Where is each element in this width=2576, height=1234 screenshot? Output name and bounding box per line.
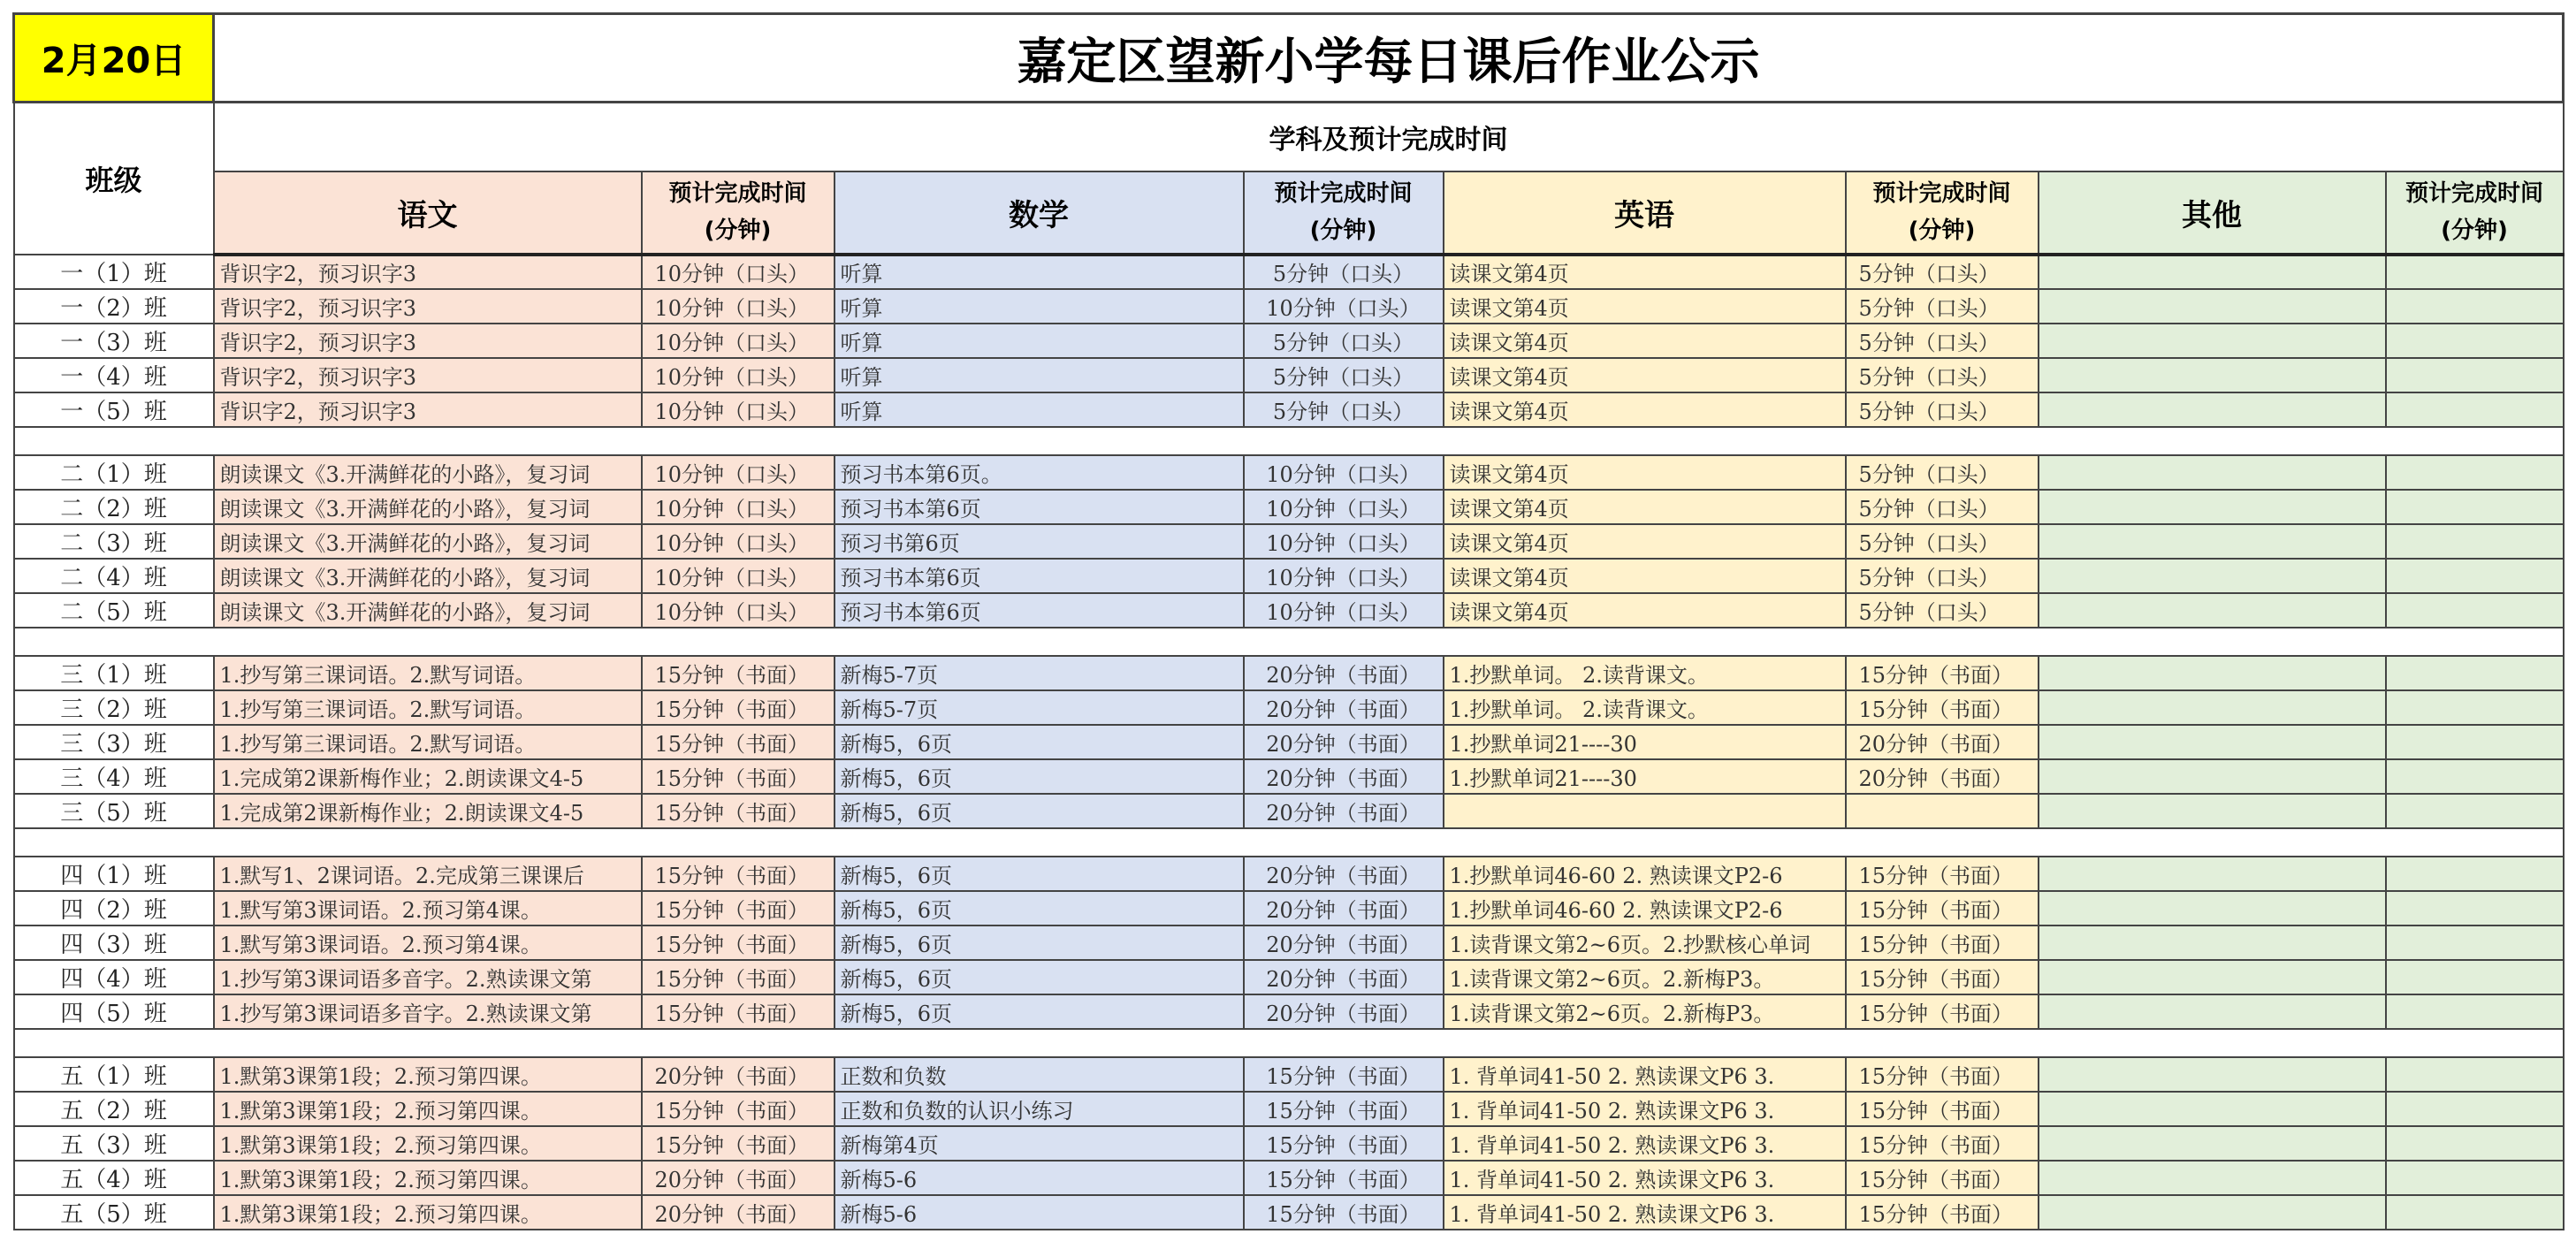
grade-spacer-row <box>14 1029 2564 1057</box>
time-header-line1: 预计完成时间 <box>1872 180 2011 207</box>
english-time-cell[interactable]: 15分钟（书面） <box>1846 1126 2039 1161</box>
time-header-line2: (分钟) <box>704 217 772 244</box>
chinese-time-cell[interactable]: 20分钟（书面） <box>642 1195 835 1230</box>
other-header[interactable]: 其他 <box>2039 171 2386 255</box>
english-time-cell[interactable]: 15分钟（书面） <box>1846 960 2039 994</box>
english-time-cell[interactable]: 15分钟（书面） <box>1846 857 2039 891</box>
other-time-cell[interactable] <box>2386 891 2564 926</box>
math-time-cell[interactable]: 10分钟（口头） <box>1244 593 1444 628</box>
math-homework-cell[interactable]: 预习书第6页 <box>835 524 1244 559</box>
other-homework-cell[interactable] <box>2039 455 2386 490</box>
english-homework-cell[interactable]: 读课文第4页 <box>1444 593 1846 628</box>
math-homework-cell[interactable]: 新梅5-6 <box>835 1195 1244 1230</box>
class-cell[interactable]: 五（4）班 <box>14 1161 214 1195</box>
chinese-homework-cell[interactable]: 背识字2，预习识字3 <box>214 255 642 289</box>
english-time-cell[interactable] <box>1846 794 2039 828</box>
chinese-time-cell[interactable]: 10分钟（口头） <box>642 289 835 324</box>
spacer-cell <box>14 1029 2564 1057</box>
other-time-cell[interactable] <box>2386 926 2564 960</box>
chinese-time-cell[interactable]: 15分钟（书面） <box>642 1092 835 1126</box>
table-row <box>14 490 2564 524</box>
other-homework-cell[interactable] <box>2039 725 2386 759</box>
chinese-time-cell[interactable]: 10分钟（口头） <box>642 358 835 392</box>
chinese-time-cell[interactable]: 15分钟（书面） <box>642 960 835 994</box>
english-homework-cell[interactable]: 1.抄默单词。 2.读背课文。 <box>1444 656 1846 690</box>
class-cell[interactable]: 五（2）班 <box>14 1092 214 1126</box>
other-homework-cell[interactable] <box>2039 559 2386 593</box>
other-time-cell[interactable] <box>2386 994 2564 1029</box>
math-homework-cell[interactable]: 新梅5-7页 <box>835 690 1244 725</box>
other-time-cell[interactable] <box>2386 490 2564 524</box>
math-homework-cell[interactable]: 听算 <box>835 289 1244 324</box>
chinese-homework-cell[interactable]: 1.默第3课第1段；2.预习第四课。 <box>214 1161 642 1195</box>
other-homework-cell[interactable] <box>2039 1161 2386 1195</box>
table-row <box>14 559 2564 593</box>
english-homework-cell[interactable]: 1.抄默单词。 2.读背课文。 <box>1444 690 1846 725</box>
english-time-header[interactable] <box>1846 171 2039 255</box>
class-cell[interactable]: 二（2）班 <box>14 490 214 524</box>
class-cell[interactable]: 二（5）班 <box>14 593 214 628</box>
other-homework-cell[interactable] <box>2039 524 2386 559</box>
other-time-cell[interactable] <box>2386 690 2564 725</box>
table-row <box>14 725 2564 759</box>
other-time-cell[interactable] <box>2386 794 2564 828</box>
chinese-homework-cell[interactable]: 1.默第3课第1段；2.预习第四课。 <box>214 1195 642 1230</box>
chinese-homework-cell[interactable]: 1.抄写第3课词语多音字。2.熟读课文第 <box>214 994 642 1029</box>
class-column-header[interactable]: 班级 <box>14 103 214 255</box>
english-homework-cell[interactable]: 读课文第4页 <box>1444 358 1846 392</box>
chinese-time-cell[interactable]: 15分钟（书面） <box>642 690 835 725</box>
math-homework-cell[interactable]: 正数和负数的认识小练习 <box>835 1092 1244 1126</box>
other-time-cell[interactable] <box>2386 559 2564 593</box>
chinese-homework-cell[interactable]: 1.默写第3课词语。2.预习第4课。 <box>214 926 642 960</box>
english-time-cell[interactable]: 15分钟（书面） <box>1846 1161 2039 1195</box>
math-time-cell[interactable]: 5分钟（口头） <box>1244 392 1444 427</box>
chinese-time-cell[interactable]: 15分钟（书面） <box>642 857 835 891</box>
english-homework-cell[interactable]: 1.读背课文第2~6页。2.抄默核心单词 <box>1444 926 1846 960</box>
math-homework-cell[interactable]: 正数和负数 <box>835 1057 1244 1092</box>
math-time-cell[interactable]: 5分钟（口头） <box>1244 358 1444 392</box>
table-row <box>14 926 2564 960</box>
class-cell[interactable]: 三（3）班 <box>14 725 214 759</box>
math-time-cell[interactable]: 20分钟（书面） <box>1244 656 1444 690</box>
other-homework-cell[interactable] <box>2039 255 2386 289</box>
other-time-cell[interactable] <box>2386 358 2564 392</box>
chinese-time-cell[interactable]: 10分钟（口头） <box>642 255 835 289</box>
other-homework-cell[interactable] <box>2039 392 2386 427</box>
table-row <box>14 455 2564 490</box>
math-time-cell[interactable]: 10分钟（口头） <box>1244 559 1444 593</box>
class-cell[interactable]: 一（4）班 <box>14 358 214 392</box>
math-homework-cell[interactable]: 预习书本第6页。 <box>835 455 1244 490</box>
math-homework-cell[interactable]: 听算 <box>835 324 1244 358</box>
english-time-cell[interactable]: 5分钟（口头） <box>1846 358 2039 392</box>
chinese-homework-cell[interactable]: 背识字2，预习识字3 <box>214 392 642 427</box>
math-homework-cell[interactable]: 预习书本第6页 <box>835 559 1244 593</box>
english-time-cell[interactable]: 15分钟（书面） <box>1846 1195 2039 1230</box>
math-homework-cell[interactable]: 新梅5，6页 <box>835 926 1244 960</box>
math-time-cell[interactable]: 20分钟（书面） <box>1244 690 1444 725</box>
grade-spacer-row <box>14 828 2564 857</box>
other-homework-cell[interactable] <box>2039 1057 2386 1092</box>
math-time-cell[interactable]: 20分钟（书面） <box>1244 926 1444 960</box>
english-homework-cell[interactable]: 1.抄默单词46-60 2. 熟读课文P2-6 <box>1444 857 1846 891</box>
chinese-homework-cell[interactable]: 1.默写第3课词语。2.预习第4课。 <box>214 891 642 926</box>
chinese-header[interactable]: 语文 <box>214 171 642 255</box>
chinese-homework-cell[interactable]: 1.抄写第三课词语。2.默写词语。 <box>214 725 642 759</box>
chinese-homework-cell[interactable]: 1.抄写第3课词语多音字。2.熟读课文第 <box>214 960 642 994</box>
chinese-time-cell[interactable]: 15分钟（书面） <box>642 794 835 828</box>
class-cell[interactable]: 三（1）班 <box>14 656 214 690</box>
other-time-cell[interactable] <box>2386 1195 2564 1230</box>
grade-spacer-row <box>14 427 2564 455</box>
other-homework-cell[interactable] <box>2039 994 2386 1029</box>
math-homework-cell[interactable]: 新梅5，6页 <box>835 725 1244 759</box>
english-time-cell[interactable]: 5分钟（口头） <box>1846 324 2039 358</box>
other-time-cell[interactable] <box>2386 289 2564 324</box>
chinese-homework-cell[interactable]: 1.默第3课第1段；2.预习第四课。 <box>214 1057 642 1092</box>
chinese-time-cell[interactable]: 20分钟（书面） <box>642 1161 835 1195</box>
chinese-homework-cell[interactable]: 朗读课文《3.开满鲜花的小路》，复习词 <box>214 559 642 593</box>
class-cell[interactable]: 三（5）班 <box>14 794 214 828</box>
math-homework-cell[interactable]: 新梅5-6 <box>835 1161 1244 1195</box>
math-time-cell[interactable]: 15分钟（书面） <box>1244 1092 1444 1126</box>
other-time-cell[interactable] <box>2386 455 2564 490</box>
page-title[interactable]: 嘉定区望新小学每日课后作业公示 <box>214 14 2564 103</box>
math-time-cell[interactable]: 20分钟（书面） <box>1244 794 1444 828</box>
english-homework-cell[interactable]: 1. 背单词41-50 2. 熟读课文P6 3. <box>1444 1092 1846 1126</box>
english-homework-cell[interactable]: 1.读背课文第2~6页。2.新梅P3。 <box>1444 960 1846 994</box>
other-homework-cell[interactable] <box>2039 1126 2386 1161</box>
math-time-cell[interactable]: 10分钟（口头） <box>1244 455 1444 490</box>
math-time-header[interactable] <box>1244 171 1444 255</box>
other-homework-cell[interactable] <box>2039 656 2386 690</box>
chinese-time-cell[interactable]: 15分钟（书面） <box>642 759 835 794</box>
math-time-cell[interactable]: 20分钟（书面） <box>1244 857 1444 891</box>
class-cell[interactable]: 一（5）班 <box>14 392 214 427</box>
time-header-line1: 预计完成时间 <box>2405 180 2543 207</box>
math-time-cell[interactable]: 10分钟（口头） <box>1244 289 1444 324</box>
spacer-cell <box>14 828 2564 857</box>
class-cell[interactable]: 二（3）班 <box>14 524 214 559</box>
other-homework-cell[interactable] <box>2039 794 2386 828</box>
other-homework-cell[interactable] <box>2039 1195 2386 1230</box>
table-row <box>14 593 2564 628</box>
other-homework-cell[interactable] <box>2039 324 2386 358</box>
math-homework-cell[interactable]: 听算 <box>835 392 1244 427</box>
math-homework-cell[interactable]: 预习书本第6页 <box>835 593 1244 628</box>
english-homework-cell[interactable]: 1. 背单词41-50 2. 熟读课文P6 3. <box>1444 1126 1846 1161</box>
chinese-homework-cell[interactable]: 1.抄写第三课词语。2.默写词语。 <box>214 690 642 725</box>
chinese-homework-cell[interactable]: 背识字2，预习识字3 <box>214 289 642 324</box>
other-time-cell[interactable] <box>2386 255 2564 289</box>
english-homework-cell[interactable]: 读课文第4页 <box>1444 455 1846 490</box>
class-cell[interactable]: 一（2）班 <box>14 289 214 324</box>
table-row <box>14 524 2564 559</box>
chinese-time-header[interactable] <box>642 171 835 255</box>
english-time-cell[interactable]: 15分钟（书面） <box>1846 690 2039 725</box>
class-cell[interactable]: 四（1）班 <box>14 857 214 891</box>
homework-table <box>12 12 2565 1230</box>
math-homework-cell[interactable]: 听算 <box>835 255 1244 289</box>
math-homework-cell[interactable]: 听算 <box>835 358 1244 392</box>
math-header[interactable]: 数学 <box>835 171 1244 255</box>
spacer-cell <box>14 427 2564 455</box>
chinese-homework-cell[interactable]: 1.完成第2课新梅作业；2.朗读课文4-5 <box>214 759 642 794</box>
time-header-line2: (分钟) <box>1309 217 1377 244</box>
chinese-time-cell[interactable]: 15分钟（书面） <box>642 891 835 926</box>
english-homework-cell[interactable]: 1.读背课文第2~6页。2.新梅P3。 <box>1444 994 1846 1029</box>
english-homework-cell[interactable]: 读课文第4页 <box>1444 255 1846 289</box>
other-time-cell[interactable] <box>2386 960 2564 994</box>
english-time-cell[interactable]: 15分钟（书面） <box>1846 656 2039 690</box>
class-cell[interactable]: 一（1）班 <box>14 255 214 289</box>
math-homework-cell[interactable]: 预习书本第6页 <box>835 490 1244 524</box>
other-homework-cell[interactable] <box>2039 690 2386 725</box>
class-cell[interactable]: 四（4）班 <box>14 960 214 994</box>
math-time-cell[interactable]: 20分钟（书面） <box>1244 960 1444 994</box>
math-time-cell[interactable]: 10分钟（口头） <box>1244 524 1444 559</box>
english-homework-cell[interactable]: 读课文第4页 <box>1444 392 1846 427</box>
table-row <box>14 994 2564 1029</box>
other-time-cell[interactable] <box>2386 1057 2564 1092</box>
other-homework-cell[interactable] <box>2039 1092 2386 1126</box>
chinese-time-cell[interactable]: 10分钟（口头） <box>642 392 835 427</box>
other-homework-cell[interactable] <box>2039 593 2386 628</box>
table-row <box>14 1126 2564 1161</box>
other-time-cell[interactable] <box>2386 656 2564 690</box>
other-time-cell[interactable] <box>2386 1092 2564 1126</box>
math-homework-cell[interactable]: 新梅5，6页 <box>835 794 1244 828</box>
other-time-cell[interactable] <box>2386 759 2564 794</box>
other-time-cell[interactable] <box>2386 324 2564 358</box>
chinese-time-cell[interactable]: 10分钟（口头） <box>642 455 835 490</box>
table-row <box>14 1195 2564 1230</box>
class-cell[interactable]: 四（5）班 <box>14 994 214 1029</box>
other-homework-cell[interactable] <box>2039 490 2386 524</box>
english-homework-cell[interactable]: 读课文第4页 <box>1444 559 1846 593</box>
english-homework-cell[interactable]: 1. 背单词41-50 2. 熟读课文P6 3. <box>1444 1057 1846 1092</box>
english-homework-cell[interactable]: 读课文第4页 <box>1444 324 1846 358</box>
chinese-time-cell[interactable]: 15分钟（书面） <box>642 725 835 759</box>
english-time-cell[interactable]: 5分钟（口头） <box>1846 490 2039 524</box>
chinese-homework-cell[interactable]: 1.完成第2课新梅作业；2.朗读课文4-5 <box>214 794 642 828</box>
english-homework-cell[interactable]: 读课文第4页 <box>1444 490 1846 524</box>
chinese-time-cell[interactable]: 15分钟（书面） <box>642 656 835 690</box>
chinese-homework-cell[interactable]: 1.抄写第三课词语。2.默写词语。 <box>214 656 642 690</box>
class-cell[interactable]: 五（1）班 <box>14 1057 214 1092</box>
table-row <box>14 690 2564 725</box>
chinese-homework-cell[interactable]: 朗读课文《3.开满鲜花的小路》，复习词 <box>214 593 642 628</box>
other-homework-cell[interactable] <box>2039 289 2386 324</box>
math-time-cell[interactable]: 20分钟（书面） <box>1244 725 1444 759</box>
chinese-homework-cell[interactable]: 朗读课文《3.开满鲜花的小路》，复习词 <box>214 524 642 559</box>
english-time-cell[interactable]: 5分钟（口头） <box>1846 524 2039 559</box>
math-time-cell[interactable]: 20分钟（书面） <box>1244 994 1444 1029</box>
english-time-cell[interactable]: 15分钟（书面） <box>1846 926 2039 960</box>
english-time-cell[interactable]: 15分钟（书面） <box>1846 1057 2039 1092</box>
other-time-cell[interactable] <box>2386 1126 2564 1161</box>
math-time-cell[interactable]: 15分钟（书面） <box>1244 1057 1444 1092</box>
table-row <box>14 656 2564 690</box>
english-homework-cell[interactable]: 读课文第4页 <box>1444 289 1846 324</box>
class-cell[interactable]: 二（1）班 <box>14 455 214 490</box>
other-time-cell[interactable] <box>2386 593 2564 628</box>
chinese-homework-cell[interactable]: 1.默写1、2课词语。2.完成第三课课后 <box>214 857 642 891</box>
table-row <box>14 960 2564 994</box>
chinese-homework-cell[interactable]: 1.默第3课第1段；2.预习第四课。 <box>214 1126 642 1161</box>
other-time-cell[interactable] <box>2386 725 2564 759</box>
math-time-cell[interactable]: 5分钟（口头） <box>1244 255 1444 289</box>
chinese-homework-cell[interactable]: 1.默第3课第1段；2.预习第四课。 <box>214 1092 642 1126</box>
english-time-cell[interactable]: 15分钟（书面） <box>1846 1092 2039 1126</box>
english-time-cell[interactable]: 20分钟（书面） <box>1846 759 2039 794</box>
chinese-time-cell[interactable]: 15分钟（书面） <box>642 1126 835 1161</box>
english-header[interactable]: 英语 <box>1444 171 1846 255</box>
table-row <box>14 1161 2564 1195</box>
math-homework-cell[interactable]: 新梅5，6页 <box>835 994 1244 1029</box>
table-row <box>14 1092 2564 1126</box>
other-homework-cell[interactable] <box>2039 926 2386 960</box>
english-time-cell[interactable]: 5分钟（口头） <box>1846 559 2039 593</box>
chinese-homework-cell[interactable]: 背识字2，预习识字3 <box>214 324 642 358</box>
english-time-cell[interactable]: 5分钟（口头） <box>1846 255 2039 289</box>
math-time-cell[interactable]: 5分钟（口头） <box>1244 324 1444 358</box>
time-header-line1: 预计完成时间 <box>668 180 807 207</box>
other-time-cell[interactable] <box>2386 857 2564 891</box>
class-cell[interactable]: 五（3）班 <box>14 1126 214 1161</box>
class-cell[interactable]: 一（3）班 <box>14 324 214 358</box>
table-row <box>14 324 2564 358</box>
math-homework-cell[interactable]: 新梅5，6页 <box>835 891 1244 926</box>
english-time-cell[interactable]: 5分钟（口头） <box>1846 593 2039 628</box>
date-cell[interactable]: 2月20日 <box>14 14 214 103</box>
table-row <box>14 1057 2564 1092</box>
other-time-cell[interactable] <box>2386 392 2564 427</box>
class-cell[interactable]: 三（4）班 <box>14 759 214 794</box>
table-row <box>14 358 2564 392</box>
time-header-line1: 预计完成时间 <box>1274 180 1413 207</box>
math-homework-cell[interactable]: 新梅5，6页 <box>835 857 1244 891</box>
other-time-cell[interactable] <box>2386 524 2564 559</box>
table-row <box>14 759 2564 794</box>
table-row <box>14 891 2564 926</box>
chinese-time-cell[interactable]: 10分钟（口头） <box>642 324 835 358</box>
chinese-homework-cell[interactable]: 朗读课文《3.开满鲜花的小路》，复习词 <box>214 490 642 524</box>
table-row <box>14 392 2564 427</box>
table-row <box>14 255 2564 289</box>
time-header-line2: (分钟) <box>2441 217 2508 244</box>
english-time-cell[interactable]: 5分钟（口头） <box>1846 392 2039 427</box>
other-homework-cell[interactable] <box>2039 857 2386 891</box>
math-time-cell[interactable]: 20分钟（书面） <box>1244 759 1444 794</box>
math-homework-cell[interactable]: 新梅第4页 <box>835 1126 1244 1161</box>
chinese-time-cell[interactable]: 15分钟（书面） <box>642 926 835 960</box>
other-time-header[interactable] <box>2386 171 2564 255</box>
english-homework-cell[interactable]: 1.抄默单词21----30 <box>1444 725 1846 759</box>
english-time-cell[interactable]: 15分钟（书面） <box>1846 994 2039 1029</box>
table-row <box>14 289 2564 324</box>
other-homework-cell[interactable] <box>2039 759 2386 794</box>
math-homework-cell[interactable]: 新梅5-7页 <box>835 656 1244 690</box>
table-row <box>14 794 2564 828</box>
chinese-time-cell[interactable]: 10分钟（口头） <box>642 524 835 559</box>
class-cell[interactable]: 二（4）班 <box>14 559 214 593</box>
english-homework-cell[interactable]: 1. 背单词41-50 2. 熟读课文P6 3. <box>1444 1195 1846 1230</box>
other-time-cell[interactable] <box>2386 1161 2564 1195</box>
math-time-cell[interactable]: 15分钟（书面） <box>1244 1161 1444 1195</box>
english-homework-cell[interactable] <box>1444 794 1846 828</box>
chinese-time-cell[interactable]: 10分钟（口头） <box>642 593 835 628</box>
chinese-homework-cell[interactable]: 背识字2，预习识字3 <box>214 358 642 392</box>
math-homework-cell[interactable]: 新梅5，6页 <box>835 960 1244 994</box>
math-homework-cell[interactable]: 新梅5，6页 <box>835 759 1244 794</box>
chinese-time-cell[interactable]: 10分钟（口头） <box>642 559 835 593</box>
class-cell[interactable]: 四（2）班 <box>14 891 214 926</box>
subject-group-header[interactable]: 学科及预计完成时间 <box>214 103 2564 171</box>
english-homework-cell[interactable]: 1. 背单词41-50 2. 熟读课文P6 3. <box>1444 1161 1846 1195</box>
chinese-time-cell[interactable]: 15分钟（书面） <box>642 994 835 1029</box>
class-cell[interactable]: 四（3）班 <box>14 926 214 960</box>
chinese-time-cell[interactable]: 10分钟（口头） <box>642 490 835 524</box>
class-cell[interactable]: 三（2）班 <box>14 690 214 725</box>
english-time-cell[interactable]: 5分钟（口头） <box>1846 455 2039 490</box>
english-homework-cell[interactable]: 读课文第4页 <box>1444 524 1846 559</box>
english-homework-cell[interactable]: 1.抄默单词21----30 <box>1444 759 1846 794</box>
math-time-cell[interactable]: 15分钟（书面） <box>1244 1195 1444 1230</box>
math-time-cell[interactable]: 10分钟（口头） <box>1244 490 1444 524</box>
english-homework-cell[interactable]: 1.抄默单词46-60 2. 熟读课文P2-6 <box>1444 891 1846 926</box>
math-time-cell[interactable]: 20分钟（书面） <box>1244 891 1444 926</box>
spacer-cell <box>14 628 2564 656</box>
table-row <box>14 857 2564 891</box>
english-time-cell[interactable]: 20分钟（书面） <box>1846 725 2039 759</box>
math-time-cell[interactable]: 15分钟（书面） <box>1244 1126 1444 1161</box>
english-time-cell[interactable]: 15分钟（书面） <box>1846 891 2039 926</box>
grade-spacer-row <box>14 628 2564 656</box>
other-homework-cell[interactable] <box>2039 358 2386 392</box>
time-header-line2: (分钟) <box>1908 217 1976 244</box>
chinese-homework-cell[interactable]: 朗读课文《3.开满鲜花的小路》，复习词 <box>214 455 642 490</box>
other-homework-cell[interactable] <box>2039 960 2386 994</box>
chinese-time-cell[interactable]: 20分钟（书面） <box>642 1057 835 1092</box>
class-cell[interactable]: 五（5）班 <box>14 1195 214 1230</box>
english-time-cell[interactable]: 5分钟（口头） <box>1846 289 2039 324</box>
other-homework-cell[interactable] <box>2039 891 2386 926</box>
